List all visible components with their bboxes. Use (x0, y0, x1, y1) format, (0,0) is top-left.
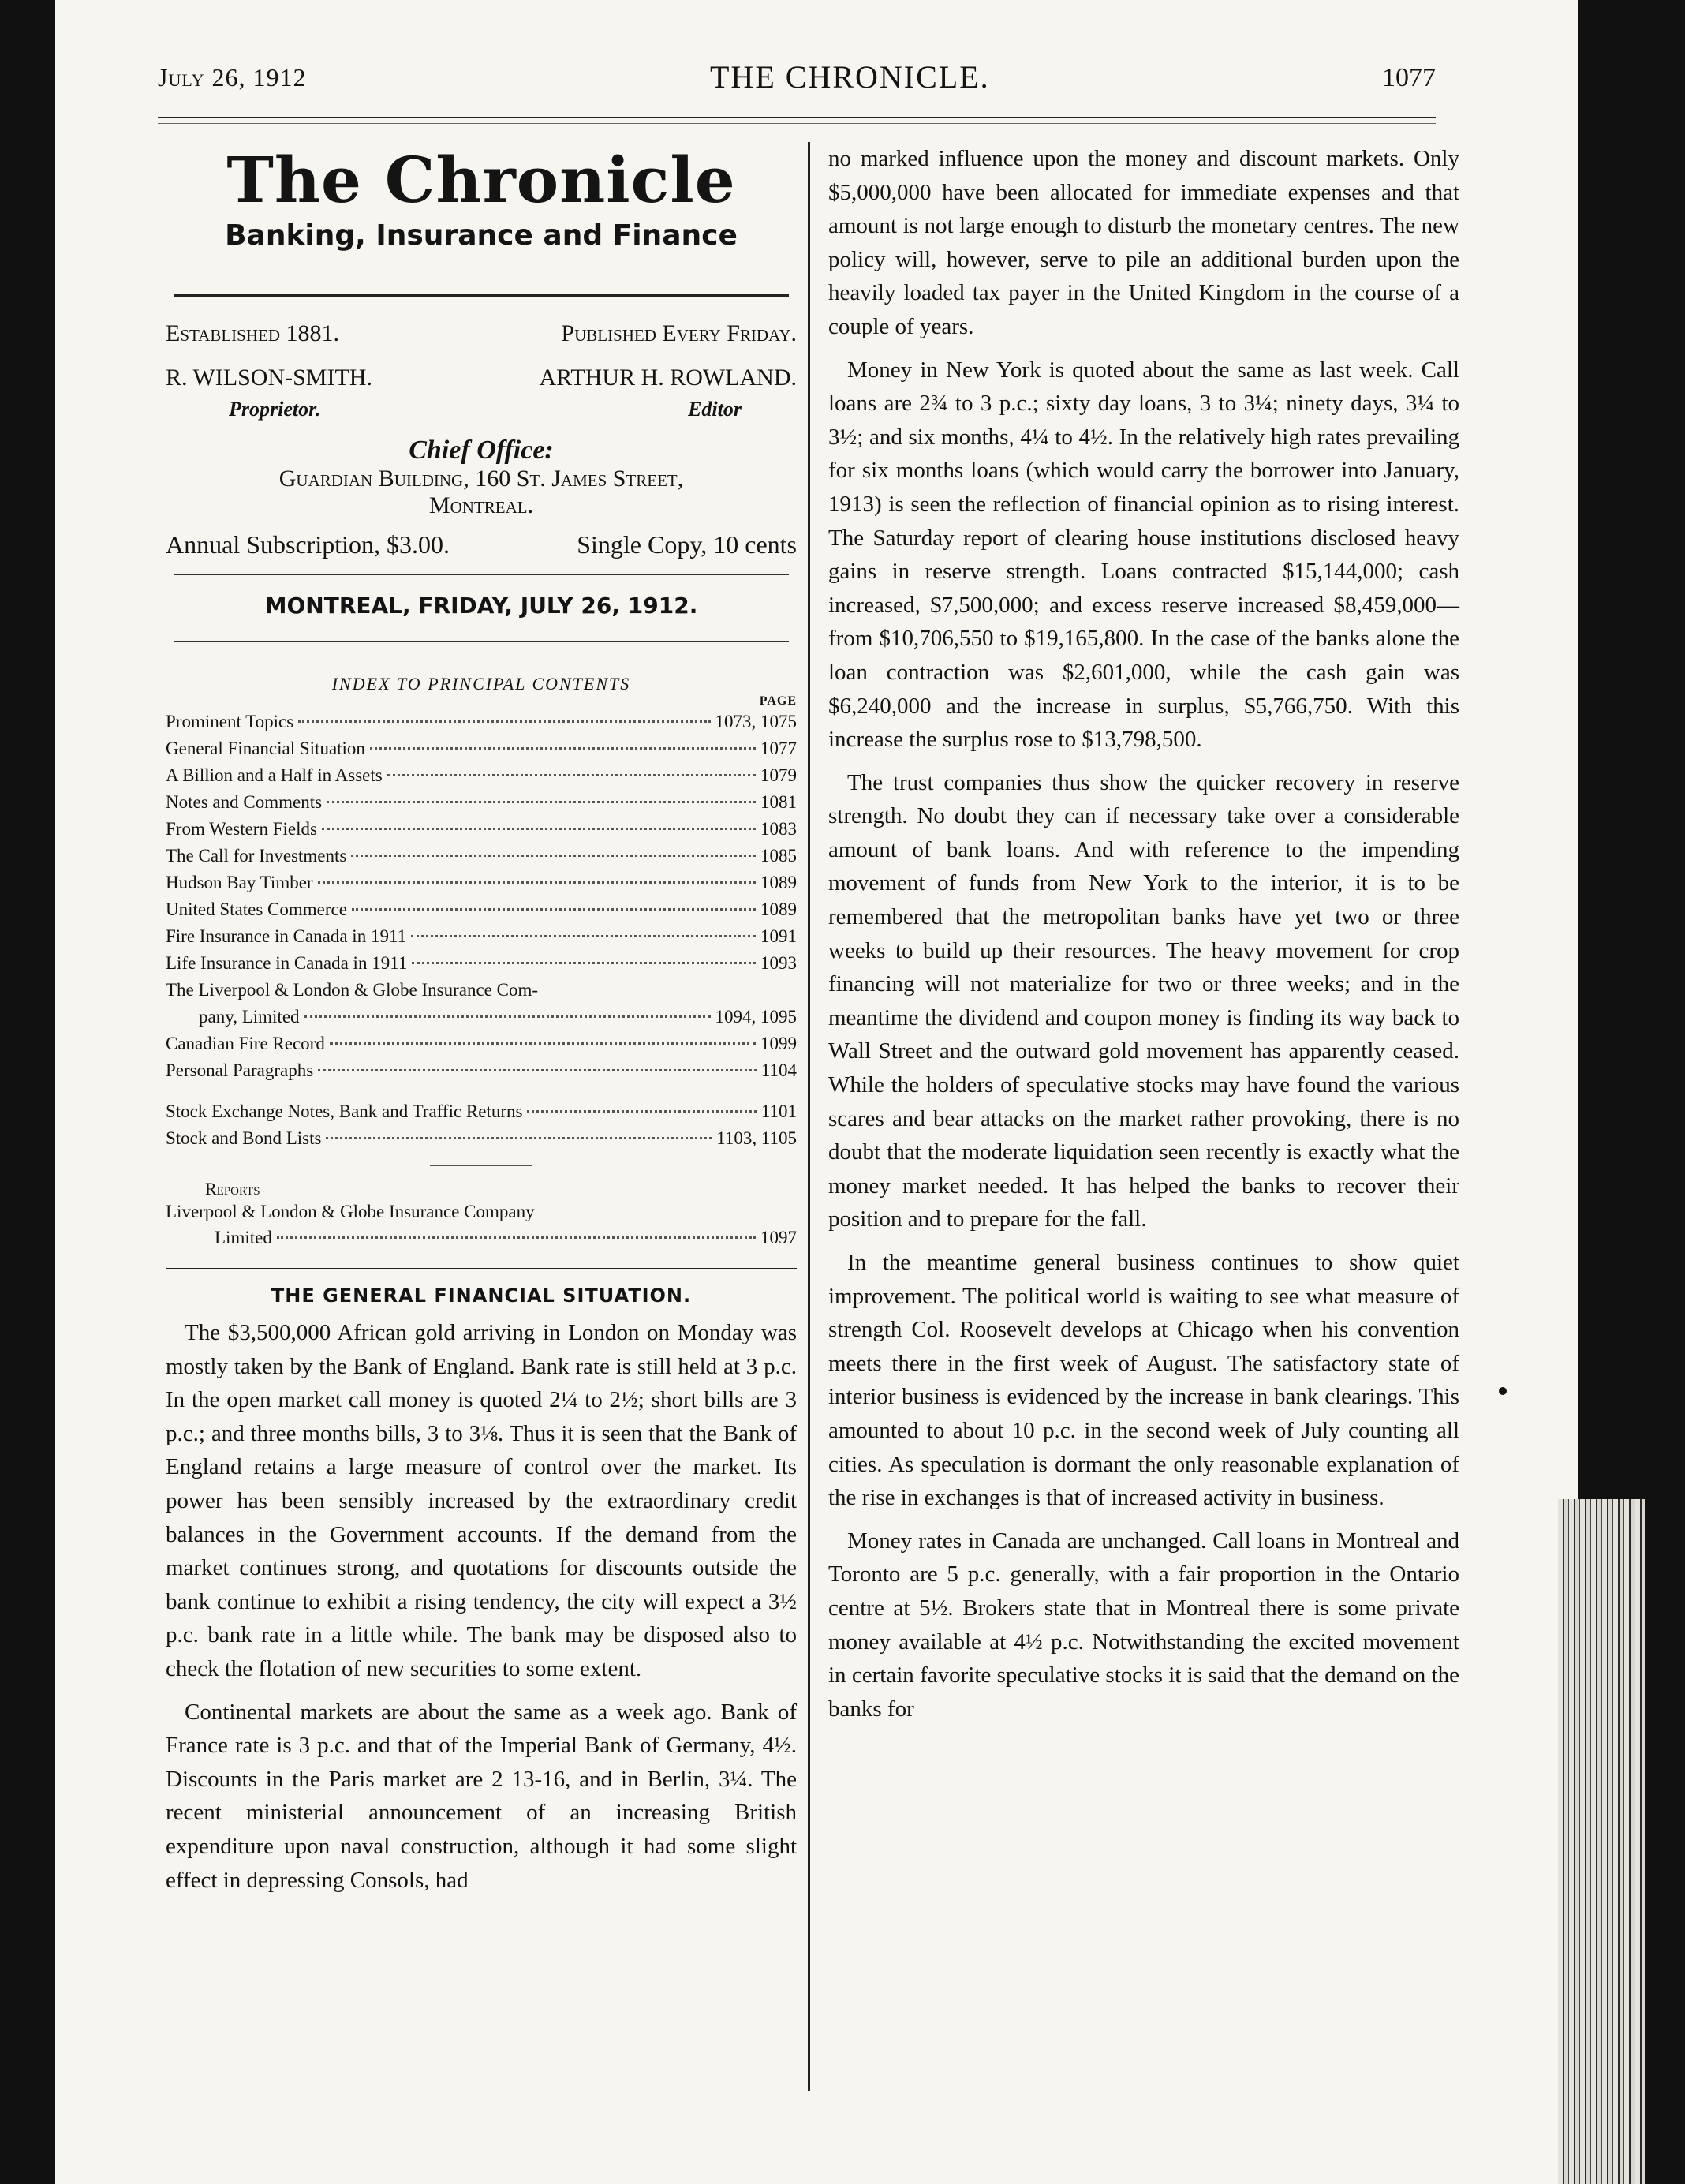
index-entry: A Billion and a Half in Assets 1079 (166, 765, 797, 785)
article-paragraph: Money rates in Canada are unchanged. Call loans in Montreal and Toronto are 5 p.c. generally, with a fair proportion in the Ontario centre at 5½. Brokers state that in Montreal there is some private money available at 4½ p.c. Notwithstanding the excited movement in certain favorite speculative stocks it is said that the demand on the banks for (828, 1528, 1459, 1722)
index-entry: Personal Paragraphs 1104 (166, 1060, 797, 1080)
index-list-secondary (166, 1098, 797, 1152)
header-rule (158, 117, 1436, 118)
article-heading: THE GENERAL FINANCIAL SITUATION. (271, 1285, 692, 1307)
ink-spot (1499, 1387, 1507, 1395)
right-column (828, 142, 1459, 1726)
single-copy: Single Copy, 10 cents (577, 530, 797, 559)
left-column (166, 142, 797, 1897)
index-entry: United States Commerce 1089 (166, 899, 797, 919)
column-rule (808, 142, 810, 2091)
index-entry: Prominent Topics 1073, 1075 (166, 712, 797, 731)
published: Published Every Friday. (561, 320, 797, 346)
report-entry-line1: Liverpool & London & Globe Insurance Company (166, 1202, 535, 1221)
article-body-right (828, 142, 1459, 1726)
running-head-title: THE CHRONICLE. (710, 59, 990, 95)
article-paragraph: no marked influence upon the money and discount markets. Only $5,000,000 have been allocated for immediate expenses and that amount is not large enough to disturb the monetary centres. The new policy will, however, serve to pile an additional burden upon the heavily loaded tax payer in the United Kingdom in the course of a couple of years. (828, 146, 1459, 339)
proprietor-name: R. WILSON-SMITH. (166, 365, 372, 391)
index-short-rule (430, 1165, 532, 1166)
proprietor-role: Proprietor. (229, 398, 321, 421)
index-entry: From Western Fields 1083 (166, 819, 797, 839)
article-paragraph: In the meantime general business continues to show quiet improvement. The political world is waiting to see what measure of strength Col. Roosevelt develops at Chicago when his convention meets there in the first week of August. The satisfactory state of interior business is evidenced by the increase in bank clearings. This amounted to about 10 p.c. in the second week of July counting all cities. As speculation is dormant the only reasonable explanation of the rise in exchanges is that of increased activity in business. (828, 1250, 1459, 1511)
address-line-1: Guardian Building, 160 St. James Street, (278, 466, 684, 492)
masthead-title: The Chronicle (226, 143, 736, 217)
roles-row (166, 398, 797, 421)
article-body-left (166, 1316, 797, 1897)
divider (174, 641, 789, 642)
index-entry: Fire Insurance in Canada in 1911 1091 (166, 926, 797, 946)
article-paragraph: Money in New York is quoted about the same as last week. Call loans are 2¾ to 3 p.c.; sixty day loans, 3 to 3¼; ninety days, 3¼ to 3½; and six months, 4¼ to 4½. In the relatively high rates prevailing for six months loans (which would carry the borrower into January, 1913) is seen the reflection of financial opinion as to rising interest. The Saturday report of clearing house institutions disclosed heavy gains in reserve strength. Loans contracted $15,144,000; cash increased, $7,500,000; and excess reserve increased $8,459,000—from $10,706,550 to $19,165,800. In the case of the banks alone the loan contraction was $2,601,000, while the cash gain was $6,240,000 and the increase in surplus, $5,766,750. With this increase the surplus rose to $13,798,500. (828, 357, 1459, 753)
masthead-info-row (166, 320, 797, 347)
masthead-subtitle: Banking, Insurance and Finance (225, 219, 738, 252)
index-entry: Canadian Fire Record 1099 (166, 1034, 797, 1053)
index-entry-liverpool-line2: pany, Limited 1094, 1095 (199, 1007, 797, 1027)
index-page-label: PAGE (759, 694, 797, 708)
index-list (166, 709, 797, 1084)
index-heading: INDEX TO PRINCIPAL CONTENTS (331, 674, 631, 694)
running-head-date: July 26, 1912 (158, 63, 307, 92)
index-entry: Notes and Comments 1081 (166, 792, 797, 812)
masthead-rule (174, 294, 789, 297)
header-rule-thin (158, 123, 1436, 124)
page-edge-stack (1558, 1499, 1645, 2184)
divider (174, 574, 789, 575)
running-head (158, 47, 1436, 110)
staff-row (166, 365, 797, 391)
index-entry: Life Insurance in Canada in 1911 1093 (166, 953, 797, 973)
index-entry: Hudson Bay Timber 1089 (166, 873, 797, 892)
index-entry: Stock and Bond Lists 1103, 1105 (166, 1128, 797, 1148)
index-entry: Stock Exchange Notes, Bank and Traffic Returns 1101 (166, 1101, 797, 1121)
established: Established 1881. (166, 320, 339, 346)
article-paragraph: The $3,500,000 African gold arriving in London on Monday was mostly taken by the Bank of England. Bank rate is still held at 3 p.c. In the open market call money is quoted 2¼ to 2½; short bills are 3 p.c.; and three months bills, 3 to 3⅛. Thus it is seen that the Bank of England retains a large measure of control over the market. Its power has been sensibly increased by the extraordinary credit balances in the Government accounts. If the demand from the market continues strong, and quotations for discounts outside the bank continue to exhibit a rising tendency, the city will expect a 3½ p.c. bank rate in a little while. The bank may be disposed also to check the flotation of new securities to some extent. (166, 1320, 797, 1681)
article-rule (166, 1266, 797, 1269)
report-entry-line2: Limited 1097 (215, 1228, 797, 1247)
chief-office-label: Chief Office: (409, 436, 554, 465)
address-line-2: Montreal. (428, 492, 534, 518)
dateline: MONTREAL, FRIDAY, JULY 26, 1912. (264, 593, 698, 619)
subscription: Annual Subscription, $3.00. (166, 530, 450, 559)
page-number: 1077 (1382, 63, 1436, 92)
index-entry: The Call for Investments 1085 (166, 846, 797, 866)
subscription-row (166, 530, 797, 559)
reports-label: Reports (205, 1179, 260, 1199)
index-entry: General Financial Situation 1077 (166, 739, 797, 758)
editor-name: ARTHUR H. ROWLAND. (539, 365, 797, 391)
editor-role: Editor (688, 398, 742, 421)
article-paragraph: Continental markets are about the same as a week ago. Bank of France rate is 3 p.c. and that of the Imperial Bank of Germany, 4½. Discounts in the Paris market are 2 13-16, and in Berlin, 3¼. The recent ministerial announcement of an increasing British expenditure upon naval construction, although it had some slight effect in depressing Consols, had (166, 1699, 797, 1893)
index-entry-liverpool-line1: The Liverpool & London & Globe Insurance Com- (166, 980, 539, 1000)
article-paragraph: The trust companies thus show the quicker recovery in reserve strength. No doubt they can if necessary take over a considerable amount of bank loans. And with reference to the impending movement of funds from New York to the interior, it is to be remembered that the metropolitan banks have yet two or three weeks to build up their resources. The heavy movement for crop financing will not materialize for two or three weeks; and in the meantime the dividend and coupon money is finding its way back to Wall Street and the outward gold movement has apparently ceased. While the holders of speculative stocks may have found the various scares and bear attacks on the market rather provoking, there is no doubt that the moderate liquidation seen recently is exactly what the money market needed. It has helped the banks to recover their position and to prepare for the fall. (828, 769, 1459, 1232)
